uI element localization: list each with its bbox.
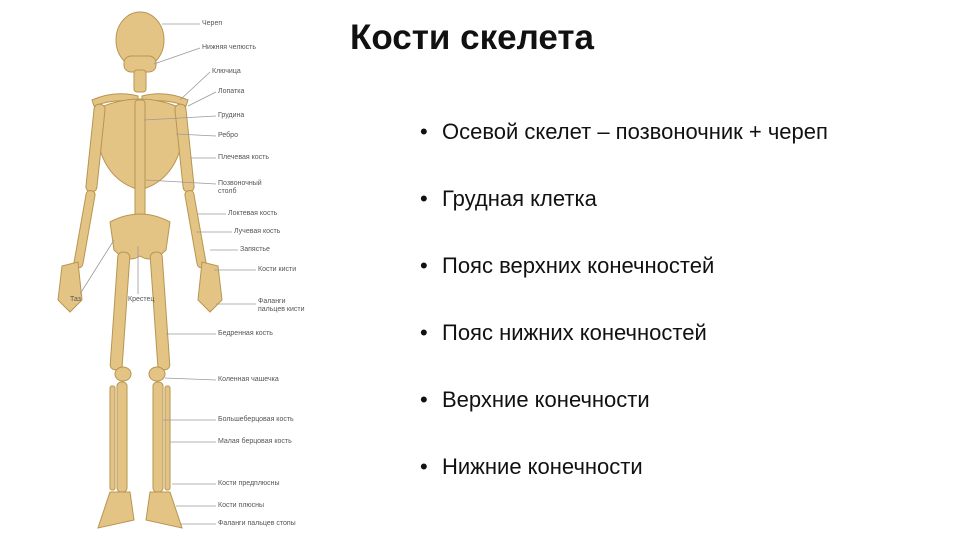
label-clavicle: Ключица — [212, 68, 241, 75]
bullet-item — [420, 179, 828, 246]
label-pelvis: Таз — [70, 296, 81, 303]
hand-shape — [58, 262, 82, 312]
patella-shape — [149, 367, 165, 381]
bullet-text: Верхние конечности — [442, 387, 650, 412]
fibula-shape — [110, 386, 115, 490]
label-fibula: Малая берцовая кость — [218, 438, 292, 445]
label-ulna: Локтевая кость — [228, 210, 278, 217]
bullet-item — [420, 246, 828, 313]
bullet-dot: • — [420, 387, 428, 412]
label-sacrum: Крестец — [128, 296, 155, 303]
femur-shape — [150, 252, 170, 371]
forearm-shape — [184, 190, 206, 268]
label-spine: Позвоночный столб — [218, 180, 262, 195]
label-femur: Бедренная кость — [218, 330, 273, 337]
label-carpus: Запястье — [240, 246, 270, 253]
label-skull: Череп — [202, 20, 223, 27]
bullet-dot: • — [420, 186, 428, 211]
bullet-text: Пояс верхних конечностей — [442, 253, 715, 278]
bullet-item — [420, 447, 828, 514]
label-rib: Ребро — [218, 132, 238, 139]
label-tibia: Большеберцовая кость — [218, 416, 294, 423]
foot-shape — [146, 492, 182, 528]
leader-line — [180, 72, 210, 100]
leader-line — [188, 92, 216, 106]
leader-line — [165, 378, 216, 380]
bullet-dot: • — [420, 253, 428, 278]
forearm-shape — [73, 190, 95, 268]
hand-shape — [198, 262, 222, 312]
bullet-text: Грудная клетка — [442, 186, 597, 211]
bullet-dot: • — [420, 454, 428, 479]
foot-shape — [98, 492, 134, 528]
bullet-item — [420, 313, 828, 380]
skeleton-figure — [20, 0, 320, 540]
bullet-text: Нижние конечности — [442, 454, 643, 479]
bullet-item — [420, 112, 828, 179]
tibia-shape — [153, 382, 163, 492]
label-phalanges-hand: Фаланги пальцев кисти — [258, 298, 305, 313]
bullet-text: Пояс нижних конечностей — [442, 320, 707, 345]
label-humerus: Плечевая кость — [218, 154, 269, 161]
spine-shape — [135, 100, 145, 220]
label-tarsus: Кости предплюсны — [218, 480, 280, 487]
label-patella: Коленная чашечка — [218, 376, 279, 383]
bullet-dot: • — [420, 320, 428, 345]
bullet-list — [420, 112, 828, 514]
label-scapula: Лопатка — [218, 88, 245, 95]
label-sternum: Грудина — [218, 112, 245, 119]
bullet-item — [420, 380, 828, 447]
bullet-dot: • — [420, 119, 428, 144]
label-radius: Лучевая кость — [234, 228, 281, 235]
label-phalanges-foot: Фаланги пальцев стопы — [218, 520, 296, 527]
neck-shape — [134, 70, 146, 92]
pelvis-shape — [110, 214, 170, 259]
label-mandible: Нижняя челюсть — [202, 44, 257, 51]
patella-shape — [115, 367, 131, 381]
femur-shape — [110, 252, 130, 371]
bullet-text: Осевой скелет – позвоночник + череп — [442, 119, 828, 144]
slide-title: Кости скелета — [350, 18, 594, 57]
tibia-shape — [117, 382, 127, 492]
label-metatarsus: Кости плюсны — [218, 502, 265, 509]
label-metacarpus: Кости кисти — [258, 266, 297, 273]
fibula-shape — [165, 386, 170, 490]
